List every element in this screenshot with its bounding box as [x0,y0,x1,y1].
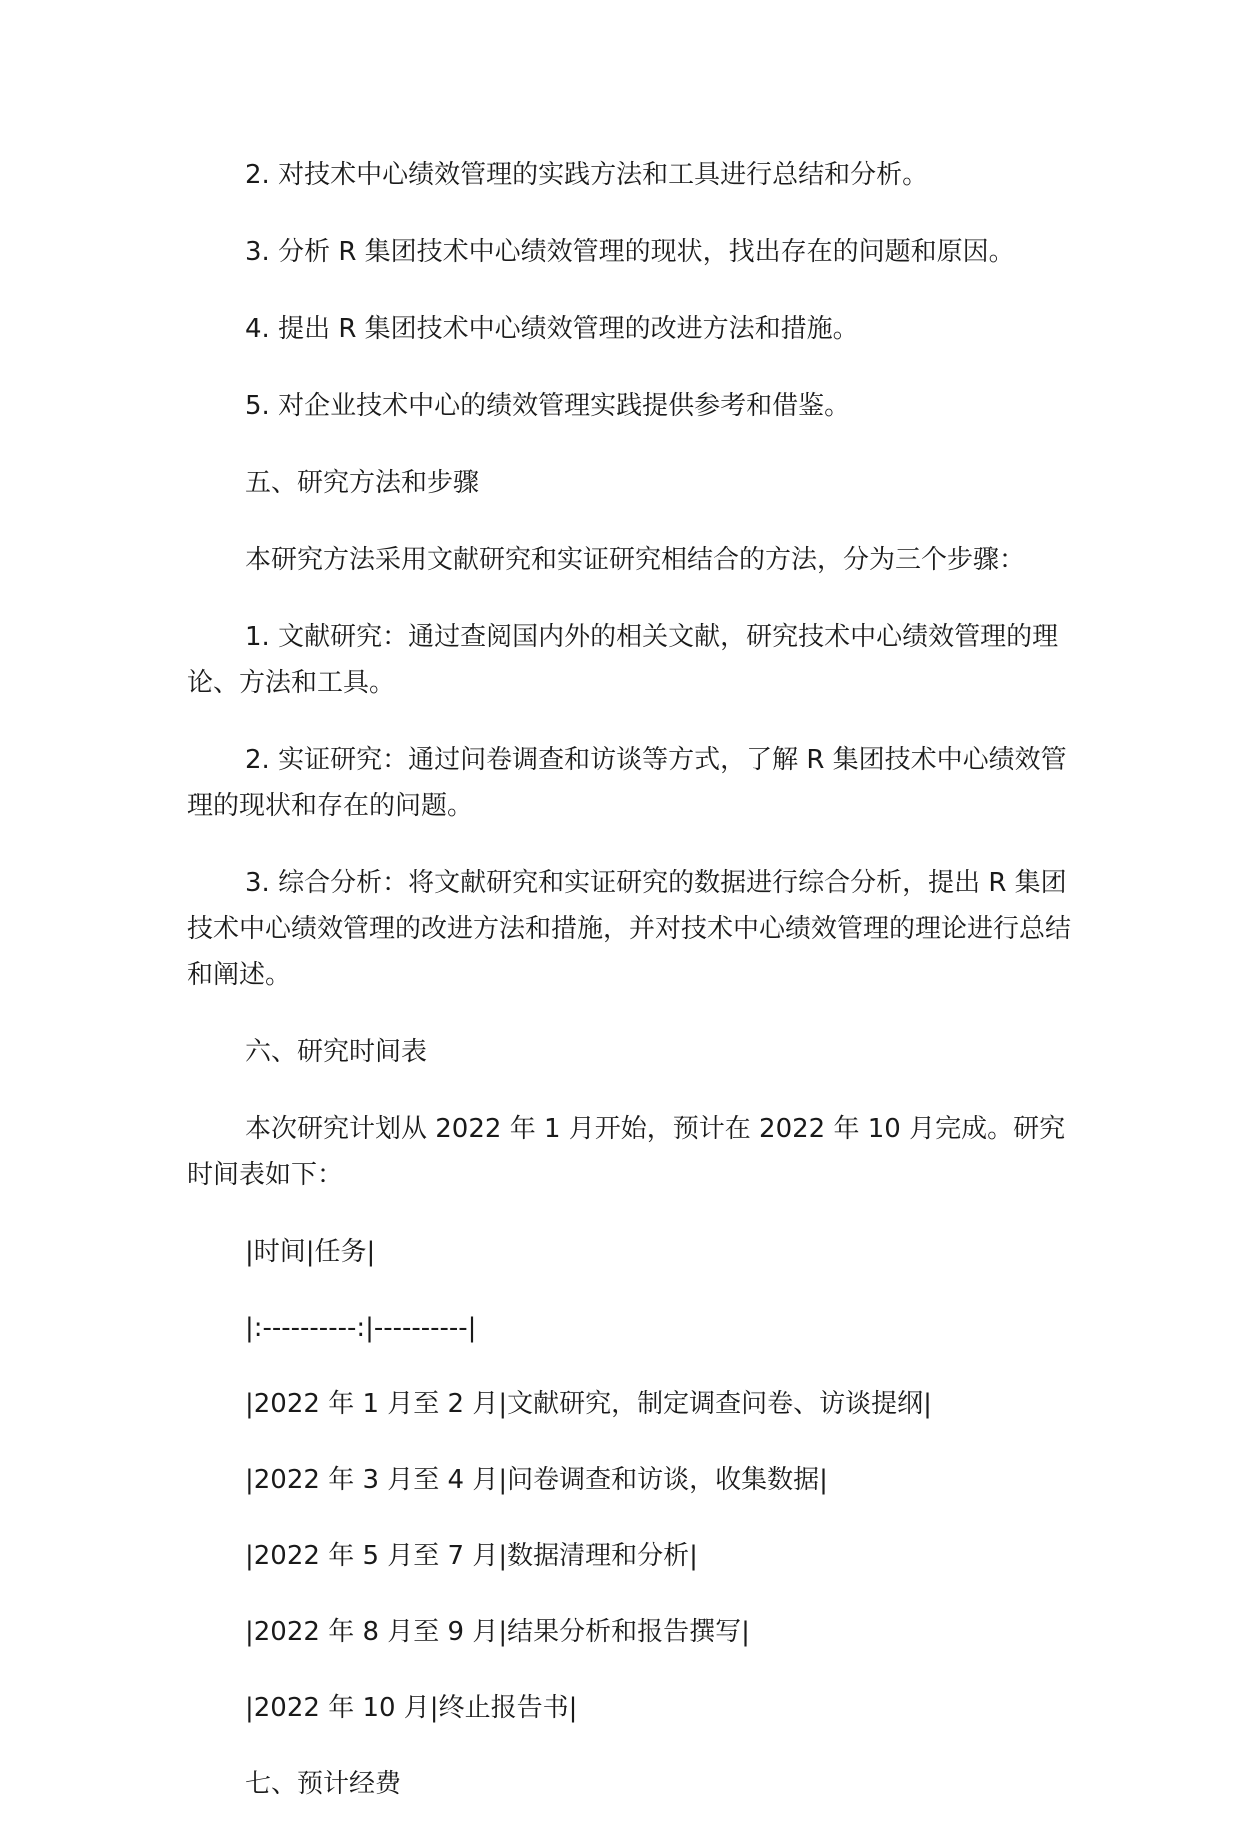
section-heading-schedule: 六、研究时间表 [245,1037,428,1067]
methods-intro: 本研究方法采用文献研究和实证研究相结合的方法，分为三个步骤： [245,545,1026,575]
method-step-2: 2. 实证研究：通过问卷调查和访谈等方式，了解 R 集团技术中心绩效管理的现状和存在的问题。 [187,745,1067,821]
document-body [187,152,1077,1838]
objective-item-2: 2. 对技术中心绩效管理的实践方法和工具进行总结和分析。 [245,160,929,190]
schedule-table-row: |2022 年 5 月至 7 月|数据清理和分析| [245,1541,698,1571]
objective-item-3: 3. 分析 R 集团技术中心绩效管理的现状，找出存在的问题和原因。 [245,237,1015,267]
schedule-table-row: |2022 年 8 月至 9 月|结果分析和报告撰写| [245,1617,750,1647]
schedule-table-row: |2022 年 1 月至 2 月|文献研究，制定调查问卷、访谈提纲| [245,1389,932,1419]
objective-item-4: 4. 提出 R 集团技术中心绩效管理的改进方法和措施。 [245,314,859,344]
section-heading-budget: 七、预计经费 [245,1769,402,1799]
schedule-intro: 本次研究计划从 2022 年 1 月开始，预计在 2022 年 10 月完成。研究时间表如下： [187,1114,1066,1190]
method-step-1: 1. 文献研究：通过查阅国内外的相关文献，研究技术中心绩效管理的理论、方法和工具。 [187,622,1059,698]
schedule-table-header: |时间|任务| [245,1237,376,1267]
objective-item-5: 5. 对企业技术中心的绩效管理实践提供参考和借鉴。 [245,391,851,421]
section-heading-methods: 五、研究方法和步骤 [245,468,480,498]
schedule-table-separator: |:----------:|----------| [245,1313,477,1343]
method-step-3: 3. 综合分析：将文献研究和实证研究的数据进行综合分析，提出 R 集团技术中心绩效管理的改进方法和措施，并对技术中心绩效管理的理论进行总结和阐述。 [187,868,1072,990]
schedule-table-row: |2022 年 3 月至 4 月|问卷调查和访谈，收集数据| [245,1465,828,1495]
schedule-table-row: |2022 年 10 月|终止报告书| [245,1693,578,1723]
